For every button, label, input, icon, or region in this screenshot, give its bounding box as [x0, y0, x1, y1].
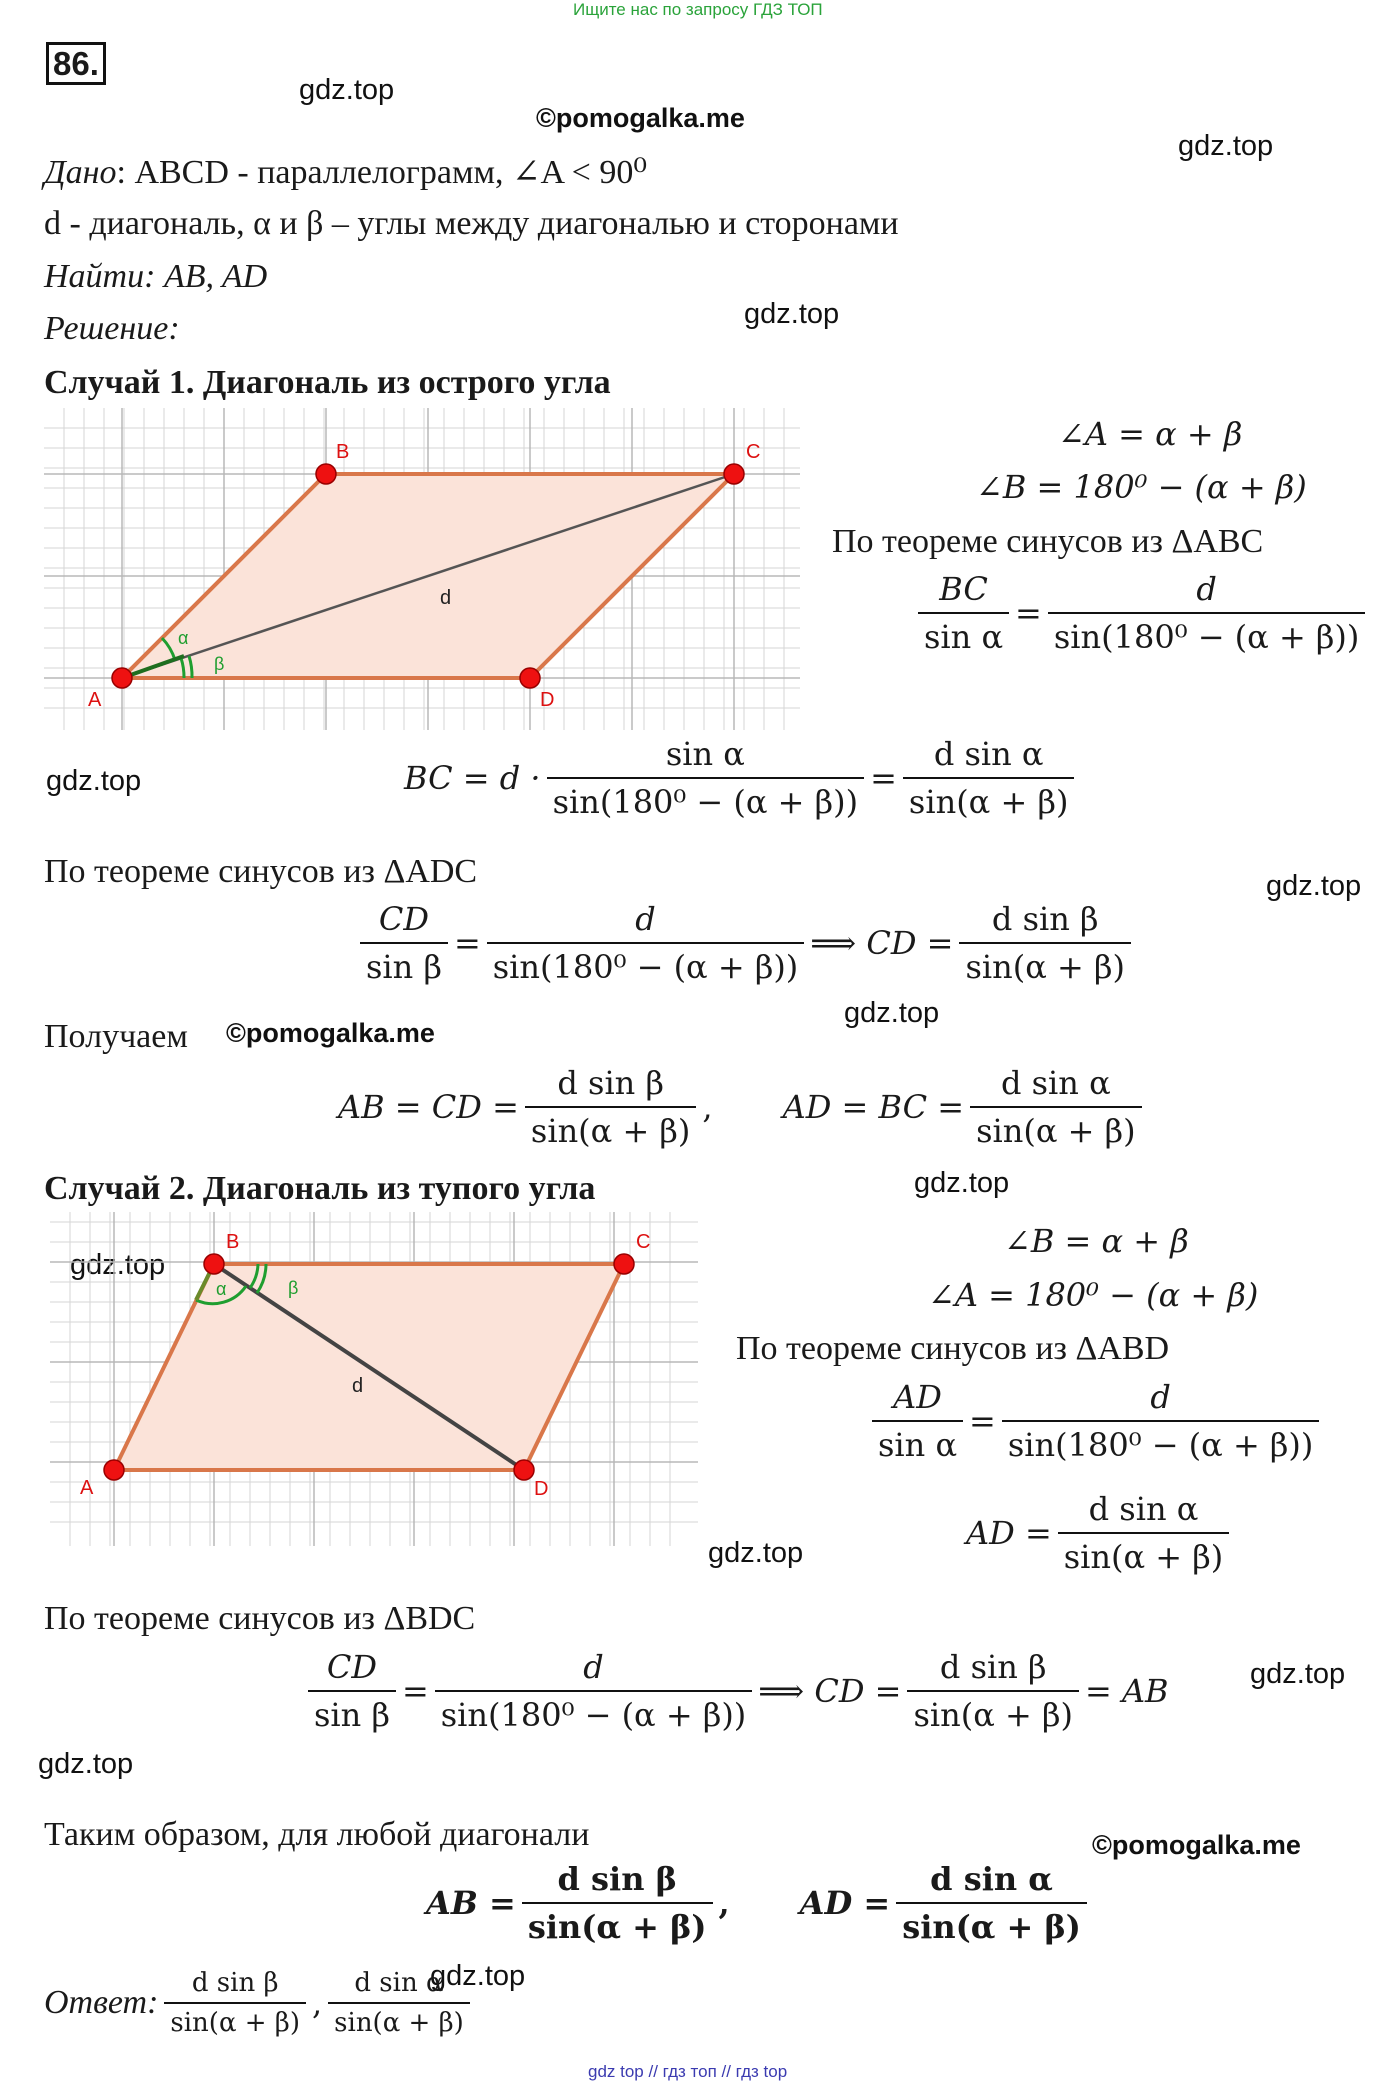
- label-diagonal: d: [440, 587, 452, 609]
- find-line: Найти: AB, AD: [44, 258, 268, 295]
- case1-title: Случай 1. Диагональ из острого угла: [44, 364, 611, 401]
- case1-cd-formula: $\frac{CD}{\text{sin β}}$ = $\frac{d}{\text{sin(180⁰ − (α + β))}}$ ⟹ CD = $\frac{\text{d sin β}}{\sin(\alpha + \beta)}$: [354, 900, 1137, 986]
- watermark: gdz.top: [1250, 1658, 1346, 1690]
- vertex-c: [614, 1254, 634, 1274]
- case2-title: Случай 2. Диагональ из тупого угла: [44, 1170, 596, 1207]
- case1-angle-a: ∠A = α + β: [1058, 415, 1243, 453]
- label-b: B: [226, 1231, 240, 1253]
- watermark: gdz.top: [70, 1249, 166, 1281]
- search-hint: Ищите нас по запросу ГДЗ ТОП: [573, 0, 823, 19]
- watermark: gdz.top: [38, 1748, 134, 1780]
- vertex-a: [104, 1460, 124, 1480]
- case1-result: AB = CD = $\frac{\text{d sin β}}{\sin(\alpha + \beta)}$ , AD = BC = $\frac{\text{d sin α}}{\sin(\alpha + \beta)}$: [338, 1064, 1148, 1150]
- label-a: A: [80, 1477, 94, 1499]
- vertex-b: [204, 1254, 224, 1274]
- watermark: gdz.top: [299, 74, 395, 106]
- watermark: gdz.top: [744, 298, 840, 330]
- case1-bc-formula: BC = d · $\frac{\text{sin α}}{\text{sin(180⁰ − (α + β))}}$ = $\frac{\text{d sin α}}{\sin(\alpha + \beta)}$: [404, 735, 1080, 821]
- figure-case2: [50, 1212, 698, 1546]
- label-alpha: α: [216, 1279, 227, 1299]
- case2-cd-formula: $\frac{CD}{\text{sin β}}$ = $\frac{d}{\text{sin(180⁰ − (α + β))}}$ ⟹ CD = $\frac{\text{d sin β}}{\sin(\alpha + \beta)}$ = AB: [302, 1648, 1169, 1734]
- watermark: gdz.top: [708, 1537, 804, 1569]
- watermark: ©pomogalka.me: [536, 103, 745, 133]
- vertex-d: [514, 1460, 534, 1480]
- watermark: gdz.top: [1178, 130, 1274, 162]
- case1-theorem-abc: По теореме синусов из ΔABC: [832, 523, 1264, 560]
- given-line-2: d - диагональ, α и β – углы между диагональю и сторонами: [44, 205, 899, 242]
- label-beta: β: [214, 654, 225, 674]
- label-beta: β: [288, 1278, 299, 1298]
- problem-number: 86.: [46, 45, 106, 83]
- figure-case1: [44, 408, 800, 730]
- conclusion-text: Таким образом, для любой диагонали: [44, 1816, 590, 1853]
- label-d: D: [540, 689, 555, 711]
- case2-angle-b: ∠B = α + β: [1004, 1222, 1189, 1260]
- case2-theorem-bdc: По теореме синусов из ΔBDC: [44, 1600, 476, 1637]
- watermark: ©pomogalka.me: [226, 1018, 435, 1048]
- footer-links[interactable]: gdz top // гдз топ // гдз top: [588, 2062, 788, 2081]
- watermark: gdz.top: [430, 1960, 526, 1992]
- label-a: A: [88, 689, 102, 711]
- case2-theorem-abd: По теореме синусов из ΔABD: [736, 1330, 1170, 1367]
- vertex-b: [316, 464, 336, 484]
- case1-angle-b: ∠B = 180⁰ − (α + β): [976, 468, 1307, 506]
- label-c: C: [746, 441, 761, 463]
- label-alpha: α: [178, 628, 189, 648]
- label-b: B: [336, 441, 350, 463]
- final-formulas: AB = $\frac{\text{d sin β}}{\sin(\alpha + \beta)}$ , AD = $\frac{\text{d sin α}}{\sin(\alpha + \beta)}$: [426, 1860, 1093, 1946]
- vertex-d: [520, 668, 540, 688]
- case2-angle-a: ∠A = 180⁰ − (α + β): [928, 1276, 1259, 1314]
- case1-theorem-adc: По теореме синусов из ΔADC: [44, 853, 478, 890]
- given-line-1: Дано: ABCD - параллелограмм, ∠A < 90⁰: [44, 154, 647, 191]
- vertex-c: [724, 464, 744, 484]
- vertex-a: [112, 668, 132, 688]
- watermark: gdz.top: [1266, 870, 1362, 902]
- watermark: gdz.top: [914, 1167, 1010, 1199]
- case1-sine-law-abc: $\frac{BC}{\text{sin α}}$ = $\frac{d}{\text{sin(180⁰ − (α + β))}}$: [912, 570, 1371, 656]
- label-diagonal: d: [352, 1375, 364, 1397]
- label-c: C: [636, 1231, 651, 1253]
- answer-line: Ответ: $\frac{\text{d sin β}}{\sin(\alpha + \beta)}$ , $\frac{\text{d sin α}}{\sin(\alpha + \beta)}$: [44, 1968, 476, 2038]
- case2-ad-formula: AD = $\frac{\text{d sin α}}{\sin(\alpha + \beta)}$: [966, 1490, 1235, 1576]
- watermark: gdz.top: [46, 765, 142, 797]
- case2-sine-law-abd: $\frac{AD}{\text{sin α}}$ = $\frac{d}{\text{sin(180⁰ − (α + β))}}$: [866, 1378, 1325, 1464]
- solution-label: Решение:: [44, 310, 180, 347]
- watermark: gdz.top: [844, 997, 940, 1029]
- label-d: D: [534, 1478, 549, 1500]
- watermark: ©pomogalka.me: [1092, 1830, 1301, 1860]
- case1-obtain: Получаем: [44, 1018, 188, 1055]
